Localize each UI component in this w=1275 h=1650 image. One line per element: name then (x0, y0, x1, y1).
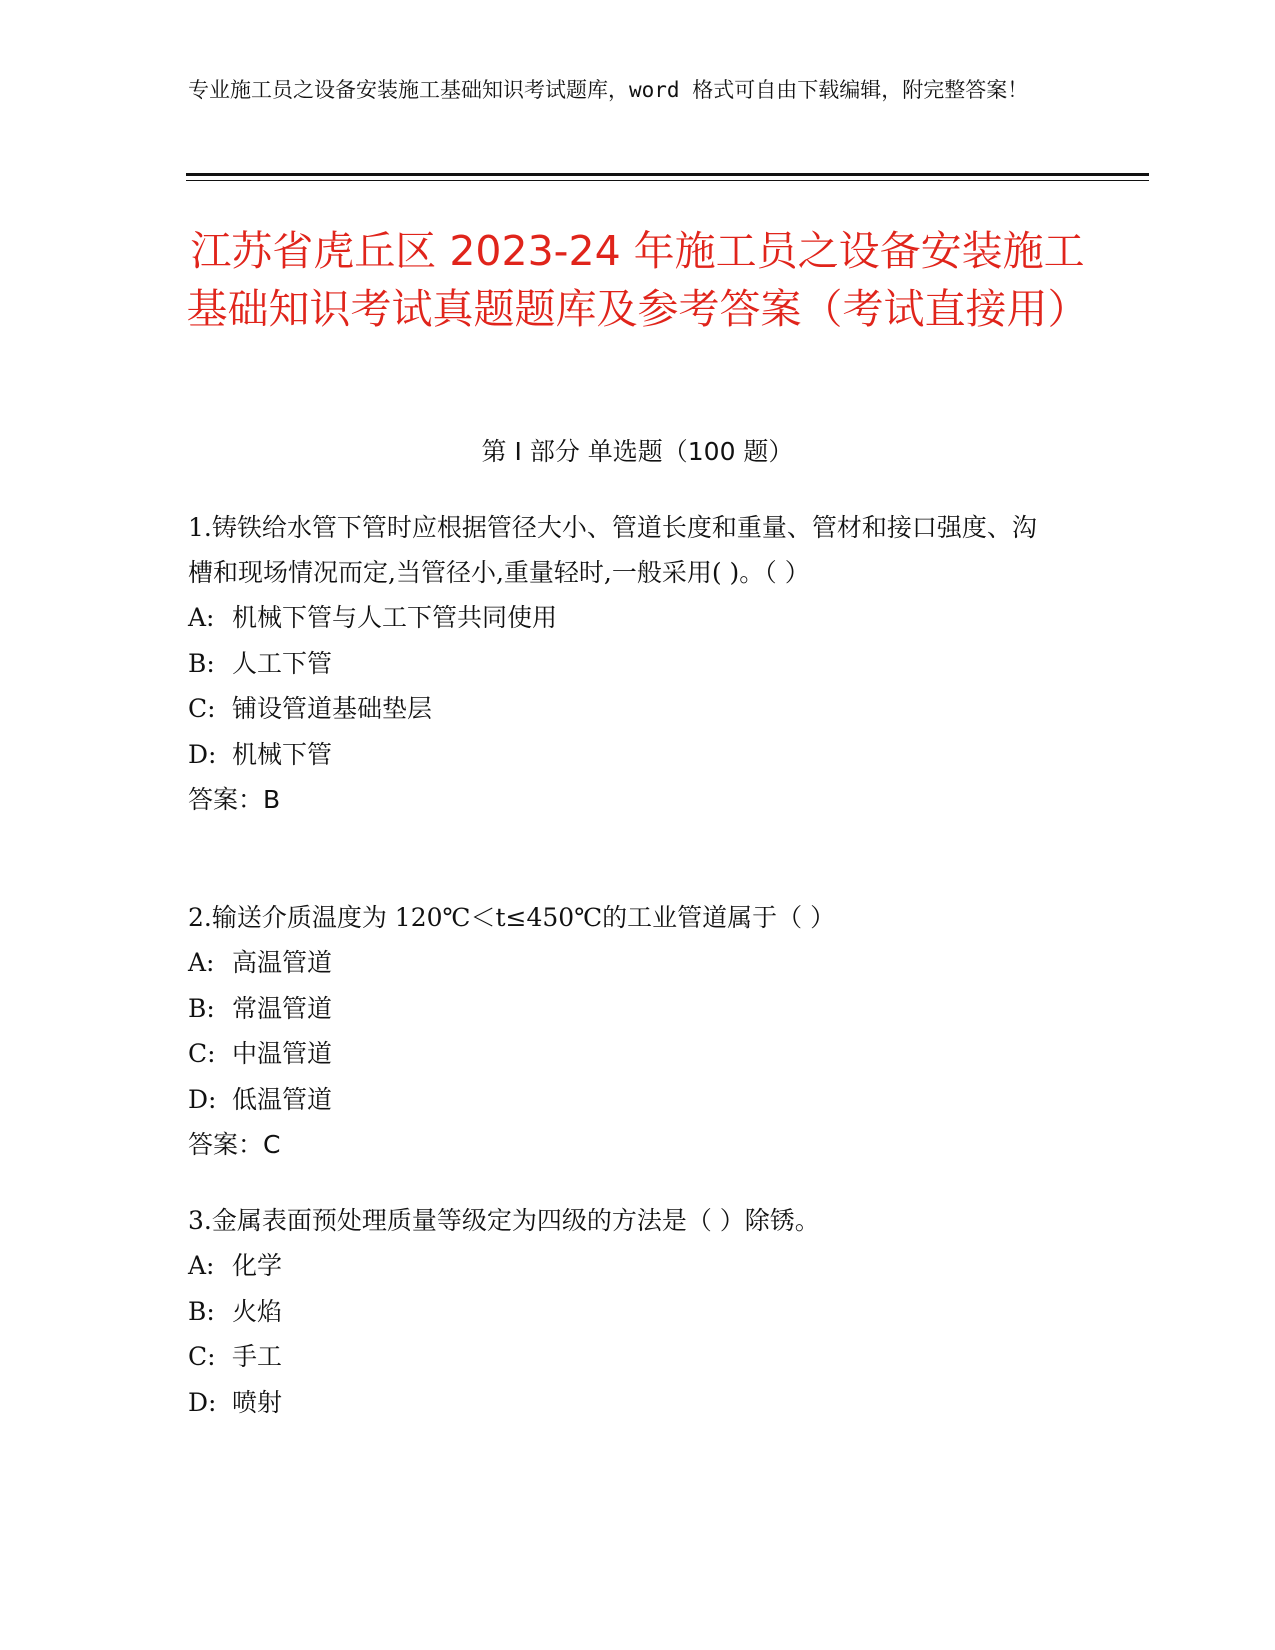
option-d (188, 732, 1058, 778)
option-c (188, 1031, 1058, 1077)
question-stem: 1.铸铁给水管下管时应根据管径大小、管道长度和重量、管材和接口强度、沟槽和现场情况而定,当管径小,重量轻时,一般采用( )。（ ） (188, 513, 1037, 587)
section-heading: 第 I 部分 单选题（100 题） (481, 437, 794, 466)
option-text: 常温管道 (232, 993, 333, 1023)
option-d (188, 1380, 1058, 1426)
option-d (188, 1077, 1058, 1123)
option-label: A: (188, 1251, 215, 1280)
option-text: 化学 (232, 1251, 283, 1280)
header-note: 专业施工员之设备安装施工基础知识考试题库，word 格式可自由下载编辑，附完整答案！ (188, 78, 1029, 102)
header-divider-thick (186, 173, 1149, 176)
option-text: 机械下管 (232, 739, 333, 769)
question-3 (188, 1198, 1058, 1425)
option-label: D: (188, 739, 217, 769)
option-c (188, 686, 1058, 732)
option-b (188, 986, 1058, 1032)
option-b (188, 641, 1058, 687)
answer-line: 答案：B (188, 785, 281, 814)
question-stem: 3.金属表面预处理质量等级定为四级的方法是（ ）除锈。 (188, 1206, 820, 1235)
option-label: B: (188, 648, 215, 678)
option-text: 高温管道 (232, 948, 333, 977)
option-a (188, 940, 1058, 986)
option-text: 机械下管与人工下管共同使用 (232, 603, 558, 632)
question-1 (188, 505, 1058, 822)
option-a (188, 1243, 1058, 1289)
option-label: C: (188, 1039, 216, 1068)
option-label: C: (188, 1342, 216, 1371)
question-2 (188, 895, 1058, 1167)
option-c (188, 1334, 1058, 1380)
option-label: A: (188, 603, 215, 632)
header-divider-thin (186, 180, 1149, 181)
option-label: D: (188, 1387, 217, 1417)
document-title: 江苏省虎丘区 2023-24 年施工员之设备安装施工基础知识考试真题题库及参考答案（考试直接用） (186, 227, 1089, 333)
option-label: B: (188, 1296, 215, 1326)
option-text: 铺设管道基础垫层 (232, 694, 433, 723)
option-text: 中温管道 (232, 1039, 333, 1068)
option-label: A: (188, 948, 215, 977)
option-text: 喷射 (232, 1387, 283, 1417)
option-a (188, 595, 1058, 641)
option-label: C: (188, 694, 216, 723)
option-text: 低温管道 (232, 1084, 333, 1114)
question-stem: 2.输送介质温度为 120℃＜t≤450℃的工业管道属于（ ） (188, 903, 836, 932)
answer-line: 答案：C (188, 1130, 281, 1159)
option-text: 手工 (232, 1342, 283, 1371)
option-text: 人工下管 (232, 648, 333, 678)
option-text: 火焰 (232, 1296, 283, 1326)
option-b (188, 1289, 1058, 1335)
option-label: D: (188, 1084, 217, 1114)
option-label: B: (188, 993, 215, 1023)
